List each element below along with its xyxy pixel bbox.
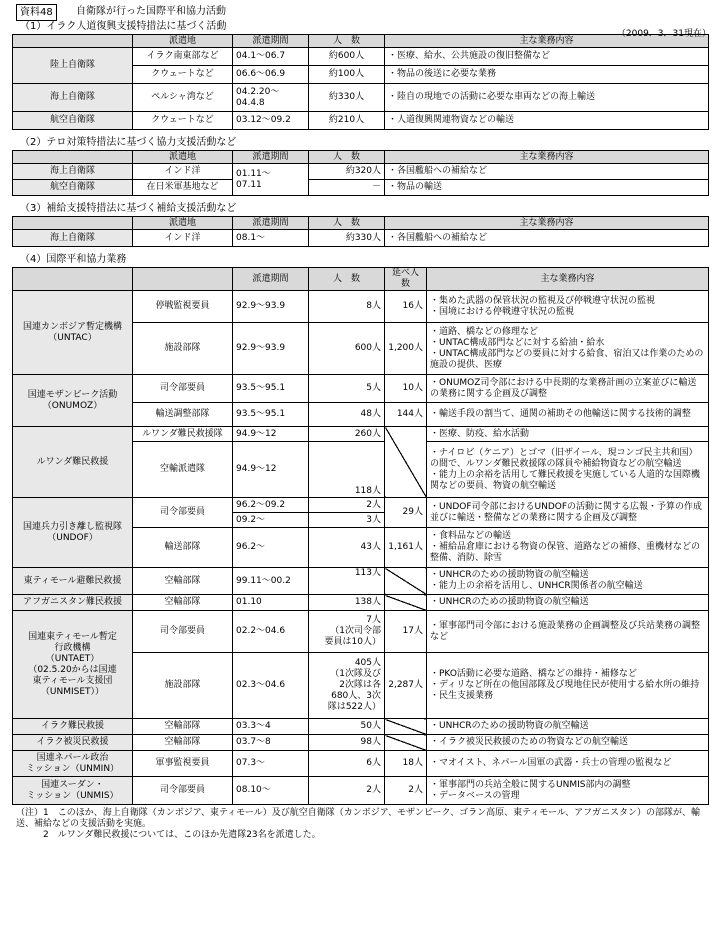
unit-cell: 司令部要員: [133, 611, 233, 653]
column-header: 派遣期間: [233, 268, 309, 291]
mission-cell: 国連兵力引き離し監視隊 （UNDOF）: [13, 498, 133, 568]
section-4-heading: （4）国際平和協力業務: [20, 254, 127, 265]
org-cell: 海上自衛隊: [13, 84, 133, 112]
period-cell: 03.3～4: [233, 719, 309, 735]
unit-cell: 空輸部隊: [133, 568, 233, 595]
period-cell: 04.1～06.7: [233, 48, 309, 66]
total-cell: 144人: [385, 403, 427, 427]
num-cell: 8人: [309, 291, 385, 323]
column-header: 人 数: [309, 268, 385, 291]
mission-cell: 国連東ティモール暫定 行政機構 （UNTAET） （02.5.20からは国連 東ティモール支援団 （UNMISET））: [13, 611, 133, 719]
org-cell: 海上自衛隊: [13, 164, 133, 180]
table-header-row: [13, 217, 709, 230]
table-row: [13, 751, 709, 777]
period-cell: 93.5～95.1: [233, 375, 309, 403]
total-cell: 2人: [385, 777, 427, 805]
empty-total-cell: [385, 719, 427, 735]
column-header: 派遣地: [133, 151, 233, 164]
work-cell: ・各国艦船への補給など: [385, 164, 709, 180]
num-cell: 約210人: [309, 112, 385, 130]
work-cell: ・陸自の現地での活動に必要な車両などの海上輸送: [385, 84, 709, 112]
work-cell: ・イラク被災民救援のための物資などの航空輸送: [427, 735, 709, 751]
mission-cell: 東ティモール避難民救援: [13, 568, 133, 595]
num-cell: 約330人: [309, 230, 385, 247]
empty-total-cell: [385, 595, 427, 611]
unit-cell: 施設部隊: [133, 323, 233, 375]
num-cell: 48人: [309, 403, 385, 427]
column-header: 人 数: [309, 151, 385, 164]
work-cell: ・軍事部門の兵站全般に関するUNMIS部内の調整 ・データベースの管理: [427, 777, 709, 805]
document-label: 資料48: [16, 4, 57, 21]
unit-cell: 司令部要員: [133, 498, 233, 528]
column-header: [13, 217, 133, 230]
footnote-2: 2 ルワンダ難民救援については、このほか先遣隊23名を派遣した。: [16, 830, 321, 840]
mission-cell: 国連モザンビーク活動 （ONUMOZ）: [13, 375, 133, 427]
place-cell: 在日米軍基地など: [133, 180, 233, 196]
table-row: [13, 48, 709, 66]
work-cell: ・人道復興関連物資などの輸送: [385, 112, 709, 130]
section-4-table: [12, 267, 709, 805]
work-cell: ・集めた武器の保管状況の監視及び停戦遵守状況の監視 ・国境における停戦遵守状況の監視: [427, 291, 709, 323]
num-cell: 50人: [309, 719, 385, 735]
num-cell: 5人: [309, 375, 385, 403]
num-cell: －: [309, 180, 385, 196]
table-row: [13, 595, 709, 611]
unit-cell: 司令部要員: [133, 777, 233, 805]
place-cell: クウェートなど: [133, 112, 233, 130]
unit-cell: 輸送部隊: [133, 528, 233, 568]
column-header: 主な業務内容: [385, 217, 709, 230]
num-cell: 405人 （1次隊及び 2次隊は各 680人、3次 隊は522人）: [309, 653, 385, 719]
mission-cell: 国連スーダン・ ミッション（UNMIS）: [13, 777, 133, 805]
total-cell: 16人: [385, 291, 427, 323]
place-cell: クウェートなど: [133, 66, 233, 84]
column-header: 派遣期間: [233, 217, 309, 230]
work-cell: ・物品の輸送: [385, 180, 709, 196]
unit-cell: 軍事監視要員: [133, 751, 233, 777]
mission-cell: 国連ネパール政治 ミッション（UNMIN）: [13, 751, 133, 777]
table-row: [13, 777, 709, 805]
period-cell: 03.12～09.2: [233, 112, 309, 130]
num-cell: 113人: [309, 568, 385, 595]
work-cell: ・食料品などの輸送 ・補給品倉庫における物資の保管、道路などの補修、重機材などの整備、消防、除雪: [427, 528, 709, 568]
period-cell: 93.5～95.1: [233, 403, 309, 427]
column-header: 派遣地: [133, 35, 233, 48]
org-cell: 陸上自衛隊: [13, 48, 133, 84]
table-header-row: [13, 268, 709, 291]
table-row: [13, 112, 709, 130]
place-cell: インド洋: [133, 164, 233, 180]
total-cell: 10人: [385, 375, 427, 403]
work-cell: ・医療、防疫、給水活動: [427, 427, 709, 442]
empty-total-cell: [385, 427, 427, 498]
num-cell: 600人: [309, 323, 385, 375]
unit-cell: 停戦監視要員: [133, 291, 233, 323]
as-of-date: （2009．3．31現在）: [616, 29, 711, 39]
total-cell: 1,200人: [385, 323, 427, 375]
section-3-table: [12, 216, 709, 247]
table-header-row: [13, 151, 709, 164]
period-cell: 07.3～: [233, 751, 309, 777]
document-title: 自衛隊が行った国際平和協力活動: [76, 6, 226, 17]
unit-cell: 施設部隊: [133, 653, 233, 719]
work-cell: ・医療、給水、公共施設の復旧整備など: [385, 48, 709, 66]
total-cell: 18人: [385, 751, 427, 777]
table-row: [13, 291, 709, 323]
period-cell: 99.11～00.2: [233, 568, 309, 595]
num-cell: 6人: [309, 751, 385, 777]
work-cell: ・UNDOF司令部におけるUNDOFの活動に関する広報・予算の作成並びに輸送・整備などの業務に関する企画及び調整: [427, 498, 709, 528]
num-cell: 118人: [309, 442, 385, 498]
mission-cell: ルワンダ難民救援: [13, 427, 133, 498]
section-3-heading: （3）補給支援特措法に基づく補給支援活動など: [20, 203, 237, 214]
column-header: 延べ人数: [385, 268, 427, 291]
table-row: [13, 180, 709, 196]
period-cell: 08.1～: [233, 230, 309, 247]
period-cell: 02.3～04.6: [233, 653, 309, 719]
mission-cell: アフガニスタン難民救援: [13, 595, 133, 611]
org-cell: 航空自衛隊: [13, 112, 133, 130]
section-1-heading: （1）イラク人道復興支援特措法に基づく活動: [20, 21, 227, 32]
table-row: [13, 735, 709, 751]
work-cell: ・UNHCRのための援助物資の航空輸送 ・能力上の余裕を活用し、UNHCR関係者の航空輸送: [427, 568, 709, 595]
column-header: [133, 268, 233, 291]
work-cell: ・道路、橋などの修理など ・UNTAC構成部門などに対する給油・給水 ・UNTAC構成部門などの要員に対する給食、宿泊又は作業のための施設の提供、医療: [427, 323, 709, 375]
work-cell: ・各国艦船への補給など: [385, 230, 709, 247]
num-cell: 98人: [309, 735, 385, 751]
column-header: 派遣期間: [233, 151, 309, 164]
column-header: [13, 35, 133, 48]
unit-cell: 司令部要員: [133, 375, 233, 403]
section-1-table: [12, 34, 709, 130]
work-cell: ・軍事部門司令部における施設業務の企画調整及び兵站業務の調整など: [427, 611, 709, 653]
table-row: [13, 568, 709, 595]
period-cell: 04.2.20～ 04.4.8: [233, 84, 309, 112]
org-cell: 海上自衛隊: [13, 230, 133, 247]
column-header: 人 数: [309, 217, 385, 230]
mission-cell: 国連カンボジア暫定機構 （UNTAC）: [13, 291, 133, 375]
table-row: [13, 427, 709, 442]
unit-cell: ルワンダ難民救援隊: [133, 427, 233, 442]
num-cell: 43人: [309, 528, 385, 568]
total-cell: 17人: [385, 611, 427, 653]
num-cell: 約330人: [309, 84, 385, 112]
work-cell: ・UNHCRのための援助物資の航空輸送: [427, 719, 709, 735]
period-cell: 96.2～09.2: [233, 498, 309, 513]
table-row: [13, 611, 709, 653]
work-cell: ・ナイロビ（ケニア）とゴマ（旧ザイール、現コンゴ民主共和国）の間で、ルワンダ難民救援隊の隊員や補給物資などの航空輸送 ・能力上の余裕を活用して難民救援を実施している人道的な国際機関などの要員、物資の航空輸送: [427, 442, 709, 498]
num-cell: 2人: [309, 777, 385, 805]
table-row: [13, 719, 709, 735]
unit-cell: 空輸部隊: [133, 735, 233, 751]
document-header: [12, 0, 709, 20]
num-cell: 約100人: [309, 66, 385, 84]
table-row: [13, 498, 709, 513]
period-cell: 02.2～04.6: [233, 611, 309, 653]
work-cell: ・PKO活動に必要な道路、橋などの維持・補修など ・ディリなど所在の他国部隊及び現地住民が使用する給水所の維持 ・民生支援業務: [427, 653, 709, 719]
work-cell: ・マオイスト、ネパール国軍の武器・兵士の管理の監視など: [427, 751, 709, 777]
table-row: [13, 164, 709, 180]
mission-cell: イラク被災民救援: [13, 735, 133, 751]
num-cell: 138人: [309, 595, 385, 611]
num-cell: 2人: [309, 498, 385, 513]
table-row: [13, 230, 709, 247]
empty-total-cell: [385, 568, 427, 595]
work-cell: ・物品の後送に必要な業務: [385, 66, 709, 84]
total-cell: 1,161人: [385, 528, 427, 568]
column-header: 主な業務内容: [427, 268, 709, 291]
column-header: 主な業務内容: [385, 35, 709, 48]
mission-cell: イラク難民救援: [13, 719, 133, 735]
period-cell: 96.2～: [233, 528, 309, 568]
place-cell: ペルシャ湾など: [133, 84, 233, 112]
unit-cell: 空輸部隊: [133, 595, 233, 611]
empty-total-cell: [385, 735, 427, 751]
table-header-row: [13, 35, 709, 48]
period-cell: 06.6～06.9: [233, 66, 309, 84]
period-cell: 03.7～8: [233, 735, 309, 751]
column-header: 人 数: [309, 35, 385, 48]
place-cell: イラク南東部など: [133, 48, 233, 66]
total-cell: 29人: [385, 498, 427, 528]
column-header: 派遣期間: [233, 35, 309, 48]
work-cell: ・ONUMOZ司令部における中長期的な業務計画の立案並びに輸送の業務に関する企画及び調整: [427, 375, 709, 403]
column-header: 派遣地: [133, 217, 233, 230]
num-cell: 7人 （1次司令部 要員は10人）: [309, 611, 385, 653]
unit-cell: 輸送調整部隊: [133, 403, 233, 427]
total-cell: 2,287人: [385, 653, 427, 719]
period-cell: 94.9～12: [233, 427, 309, 442]
table-row: [13, 375, 709, 403]
footnotes: [12, 808, 709, 841]
work-cell: ・輸送手段の割当て、通関の補助その他輸送に関する技術的調整: [427, 403, 709, 427]
num-cell: 約320人: [309, 164, 385, 180]
work-cell: ・UNHCRのための援助物資の航空輸送: [427, 595, 709, 611]
column-header: [13, 151, 133, 164]
num-cell: 約600人: [309, 48, 385, 66]
period-cell: 08.10～: [233, 777, 309, 805]
period-cell: 01.10: [233, 595, 309, 611]
period-cell: 92.9～93.9: [233, 291, 309, 323]
unit-cell: 空輸部隊: [133, 719, 233, 735]
num-cell: 260人: [309, 427, 385, 442]
period-cell: 92.9～93.9: [233, 323, 309, 375]
table-row: [13, 84, 709, 112]
org-cell: 航空自衛隊: [13, 180, 133, 196]
column-header: 主な業務内容: [385, 151, 709, 164]
section-2-heading: （2）テロ対策特措法に基づく協力支援活動など: [20, 137, 237, 148]
place-cell: インド洋: [133, 230, 233, 247]
period-cell: 01.11～ 07.11: [233, 164, 309, 196]
period-cell: 94.9～12: [233, 442, 309, 498]
num-cell: 3人: [309, 513, 385, 528]
unit-cell: 空輸派遣隊: [133, 442, 233, 498]
section-2-table: [12, 150, 709, 196]
footnote-1: （注）1 このほか、海上自衛隊（カンボジア、東ティモール）及び航空自衛隊（カンボジア、モザンビーク、ゴラン高原、東ティモール、アフガニスタン）の部隊が、輸送、補給などの支援活動を実施。: [16, 808, 701, 829]
period-cell: 09.2～: [233, 513, 309, 528]
column-header: [13, 268, 133, 291]
